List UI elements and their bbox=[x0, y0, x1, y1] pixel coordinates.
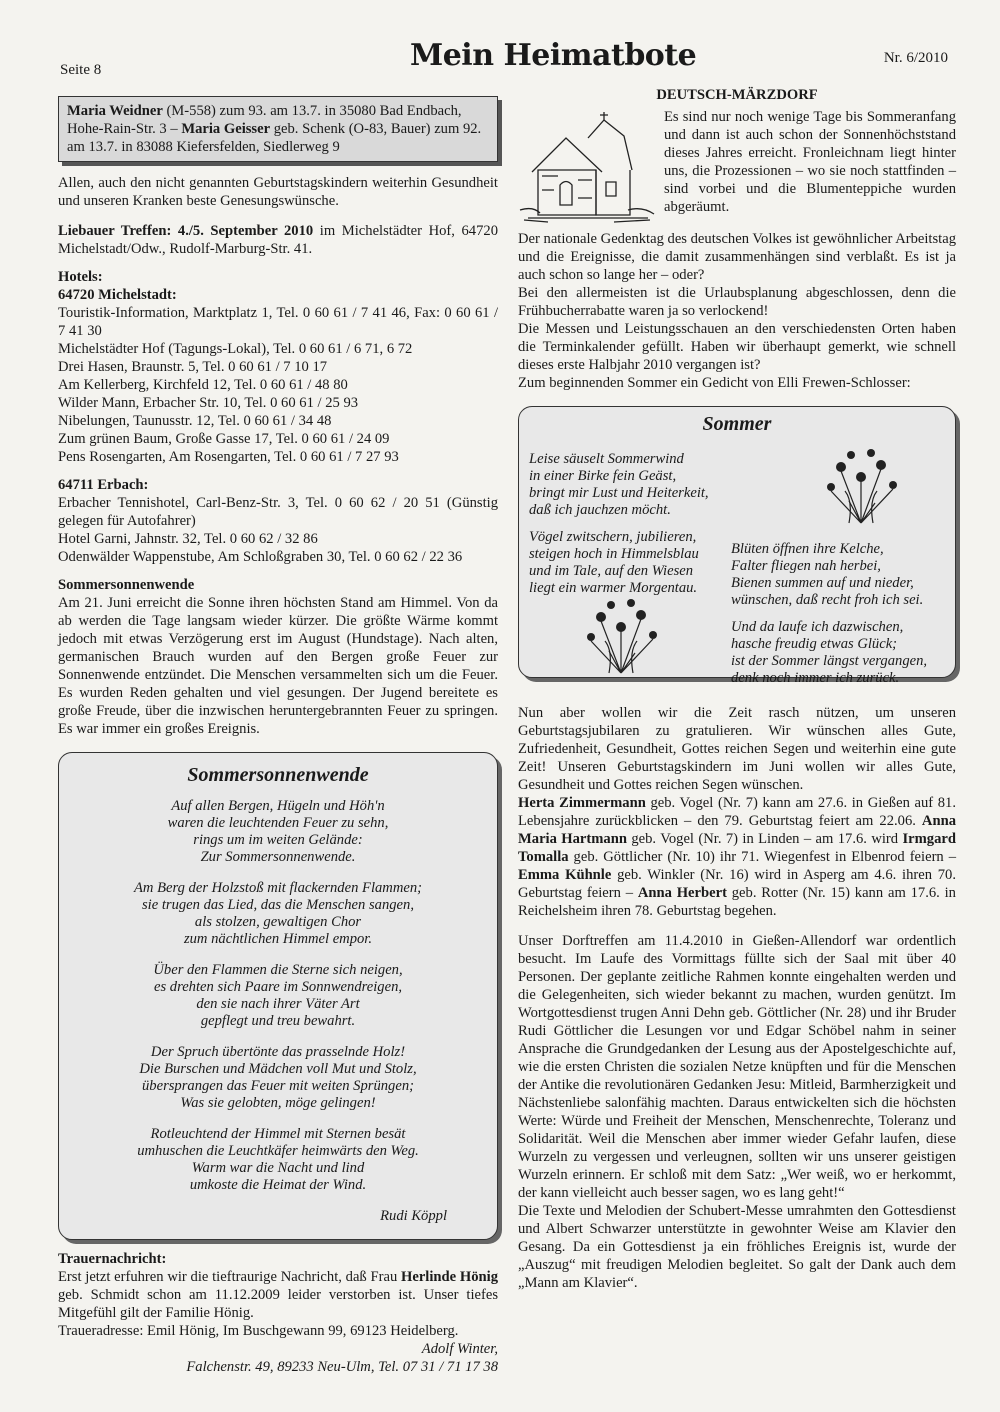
church-illustration bbox=[518, 110, 656, 230]
poem-line: in einer Birke fein Geäst, bbox=[529, 468, 677, 484]
poem-stanza bbox=[69, 798, 487, 866]
hotel-entry: Odenwälder Wappenstube, Am Schloßgraben 30, Tel. 0 60 62 / 22 36 bbox=[58, 549, 463, 565]
signature-address: Falchenstr. 49, 89233 Neu-Ulm, Tel. 07 31 / 71 17 38 bbox=[186, 1359, 498, 1375]
issue-number: Nr. 6/2010 bbox=[883, 50, 948, 66]
poem-stanza bbox=[529, 451, 709, 519]
birthday-name: Maria Weidner bbox=[67, 103, 163, 119]
hotel-entry: Nibelungen, Taunusstr. 12, Tel. 0 60 61 / 34 48 bbox=[58, 413, 332, 429]
poem-line: gepflegt und treu bewahrt. bbox=[200, 1013, 356, 1029]
hotels-heading: Hotels: bbox=[58, 269, 103, 285]
dorftreffen-report: Unser Dorftreffen am 11.4.2010 in Gießen-Allendorf war ordentlich besucht. Im Laufe des Vormittags füllte sich der Saal mit über 40 Personen. Der geplante zeitliche Rahmen konnte eingehalten werden und die Gelegenheiten, sich wieder bekannt zu machen, wurden genützt. Im Wortgottesdienst trugen Anni Dehn geb. Göttlicher (Nr. 28) und ihr Bruder Rudi Göttlicher die Lesungen vor und Edgar Schöbel nahm in seiner Ansprache die Grundgedanken der Lesung aus der Apostelgeschichte auf, wie die ersten Christen die sozialen Netze knüpften und für die Menschen der Antike die revolutionären Gedanken Jesu: Mitleid, Barmherzigkeit und Nächstenliebe salonfähig machten. Daraus entwickelten sich die höchsten Werte: Würde und Freiheit der Menschen, Menschenrechte, Toleranz und Solidarität. Weil die Menschen aber immer wieder Gefahr laufen, diese Wurzeln zu vergessen und verleugnen, sollten wir uns unserer geistigen Wurzeln erinnern. Er schloß mit dem Satz: „Wer weiß, wo er herkommt, der kann vielleicht auch besser sagen, wo es lang geht!“ bbox=[518, 933, 956, 1201]
poem-line: sie trugen das Lied, das die Menschen sangen, bbox=[142, 897, 414, 913]
hotel-entry: Pens Rosengarten, Am Rosengarten, Tel. 0 60 61 / 7 27 93 bbox=[58, 449, 399, 465]
hotel-entry: Drei Hasen, Braunstr. 5, Tel. 0 60 61 / 7 10 17 bbox=[58, 359, 328, 375]
section-title: DEUTSCH-MÄRZDORF bbox=[656, 87, 818, 103]
meeting-date: Liebauer Treffen: 4./5. September 2010 bbox=[58, 223, 314, 239]
poem-line: umhuschen die Leuchtkäfer heimwärts den Weg. bbox=[137, 1143, 419, 1159]
hotel-entry: Am Kellerberg, Kirchfeld 12, Tel. 0 60 61 / 48 80 bbox=[58, 377, 348, 393]
poem-line: hasche freudig etwas Glück; bbox=[731, 636, 898, 652]
birthday-list bbox=[518, 794, 956, 920]
poem-line: Der Spruch übertönte das prasselnde Holz! bbox=[150, 1044, 406, 1060]
poem-line: bringt mir Lust und Heiterkeit, bbox=[529, 485, 709, 501]
poem-line: und im Tale, auf den Wiesen bbox=[529, 563, 694, 579]
birthday-text: geb. Göttlicher (Nr. 10) ihr 71. Wiegenfest in Elbenrod feiern – bbox=[568, 849, 956, 865]
poem-line: Die Burschen und Mädchen voll Mut und Stolz, bbox=[139, 1061, 417, 1077]
flower-icon bbox=[579, 591, 663, 675]
erbach-heading: 64711 Erbach: bbox=[58, 477, 149, 493]
hotel-entry: Wilder Mann, Erbacher Str. 10, Tel. 0 60 61 / 25 93 bbox=[58, 395, 359, 411]
erbach-hotel-list bbox=[58, 494, 498, 566]
paragraph: Zum beginnenden Sommer ein Gedicht von Elli Frewen-Schlosser: bbox=[518, 375, 911, 391]
birthday-text: geb. Vogel (Nr. 7) kann am 27.6. in Gießen auf 81. Lebensjahre zurückblicken – den 79. Geburtstag feiert am 22.06. bbox=[518, 795, 956, 829]
poem-line: daß ich jauchzen möcht. bbox=[529, 502, 671, 518]
obituary-heading: Trauernachricht: bbox=[58, 1251, 167, 1267]
poem-stanza bbox=[69, 1126, 487, 1194]
poem-line: zum nächtlichen Himmel empor. bbox=[183, 931, 373, 947]
meeting-venue: im Michelstädter Hof, 64720 Michelstadt/Odw., Rudolf-Marburg-Str. 41. bbox=[58, 223, 498, 257]
birthday-intro: Nun aber wollen wir die Zeit rasch nützen, um unseren Geburtstagsjubilaren zu gratulieren. Wir wünschen alles Gute, Zufriedenheit, Gesundheit, Gottes reichen Segen und weiterhin eine gute Zeit! Unseren Geburtstagskindern im Juni wollen wir alles Gute, Gesundheit und Gottes reichen Segen wünschen. bbox=[518, 705, 956, 793]
poem-line: Leise säuselt Sommerwind bbox=[529, 451, 684, 467]
poem-stanza bbox=[731, 541, 923, 609]
mass-report: Die Texte und Melodien der Schubert-Messe umrahmten den Gottesdienst und Albert Schwarzer unterstützte in gewohnter Weise am Klavier den Gesang. Da ein Gottesdienst ja ein fröhliches Ereignis ist, wurde der „Auszug“ mit freudigen Melodien begleitet. So galt der Dank auch dem „Mann am Klavier“. bbox=[518, 1203, 956, 1291]
birthday-text: geb. Schenk (O-83, Bauer) zum 92. am 13.7. in 83088 Kiefersfelden, Siedlerweg 9 bbox=[67, 121, 482, 155]
poem-line: Bienen summen auf und nieder, bbox=[731, 575, 914, 591]
right-column bbox=[518, 86, 956, 1292]
hotel-entry: Touristik-Information, Marktplatz 1, Tel. 0 60 61 / 7 41 46, Fax: 0 60 61 / 7 41 30 bbox=[58, 305, 498, 339]
church-icon bbox=[518, 110, 656, 228]
poem-line: wünschen, daß recht froh ich sei. bbox=[731, 592, 924, 608]
signature-name: Adolf Winter, bbox=[421, 1341, 498, 1357]
birthday-text: (M-558) zum 93. am 13.7. in 35080 Bad Endbach, Hohe-Rain-Str. 3 – bbox=[67, 103, 462, 137]
sonnenwende-heading: Sommersonnenwende bbox=[58, 577, 195, 593]
obituary-text-part: geb. Schmidt schon am 11.12.2009 leider verstorben ist. Unser tiefes Mitgefühl gilt der Familie Hönig. bbox=[58, 1287, 498, 1321]
birthday-text: geb. Rotter (Nr. 15) kann am 17.6. in Reichelsheim ihren 78. Geburtstag begehen. bbox=[518, 885, 956, 919]
birthday-box bbox=[58, 96, 498, 162]
poem-stanza bbox=[69, 1044, 487, 1112]
paragraph: Der nationale Gedenktag des deutschen Volkes ist gewöhnlicher Arbeitstag und die Ereignisse, die damit zusammenhängen sind verblaßt. Es ist ja auch schon so lange her – oder? bbox=[518, 231, 956, 283]
poem-title: Sommer bbox=[702, 413, 772, 435]
poem-line: übersprangen das Feuer mit weiten Sprüngen; bbox=[142, 1078, 414, 1094]
poem-line: Vögel zwitschern, jubilieren, bbox=[529, 529, 697, 545]
poem-stanza bbox=[69, 962, 487, 1030]
poem-stanza bbox=[529, 529, 699, 597]
poem-line: den sie nach ihrer Väter Art bbox=[196, 996, 360, 1012]
obituary-text-part: Erst jetzt erfuhren wir die tieftraurige Nachricht, daß Frau bbox=[58, 1269, 401, 1285]
birthday-text: geb. Winkler (Nr. 16) wird in Asperg am 4.6. ihren 70. Geburtstag feiern – bbox=[518, 867, 956, 901]
poem-line: waren die leuchtenden Feuer zu sehn, bbox=[167, 815, 389, 831]
poem-line: Zur Sommersonnenwende. bbox=[200, 849, 356, 865]
sonnenwende-text: Am 21. Juni erreicht die Sonne ihren höchsten Stand am Himmel. Von da ab werden die Tage langsam wieder kürzer. Die größte Wärme kommt jedoch mit etwas Verzögerung erst im August (Hundstage). Nach alten, germanischen Brauch wurden auf den Bergen große Feuer zur Sonnenwende entzündet. Die Menschen versammelten sich um die Feuer. Es wurden Reden gehalten und viel gesungen. Der Jugend bereitete es große Freude, über die inzwischen heruntergebrannten Feuer zu springen. Es war immer ein großes Ereignis. bbox=[58, 595, 498, 737]
michelstadt-heading: 64720 Michelstadt: bbox=[58, 287, 177, 303]
michelstadt-hotel-list bbox=[58, 304, 498, 466]
page-header bbox=[0, 0, 1000, 90]
poem-line: liegt ein warmer Morgentau. bbox=[529, 580, 698, 596]
poem-line: Über den Flammen die Sterne sich neigen, bbox=[153, 962, 403, 978]
poem-line: als stolzen, gewaltigen Chor bbox=[194, 914, 362, 930]
birthday-name: Emma Kühnle bbox=[518, 867, 612, 883]
birthday-text: geb. Vogel (Nr. 7) in Linden – am 17.6. wird bbox=[626, 831, 903, 847]
sonnenwende-poem-box bbox=[58, 752, 498, 1240]
poem-line: ist der Sommer längst vergangen, bbox=[731, 653, 928, 669]
poem-line: steigen hoch in Himmelsblau bbox=[529, 546, 699, 562]
poem-line: umkoste die Heimat der Wind. bbox=[189, 1177, 367, 1193]
page-number: Seite 8 bbox=[60, 62, 102, 78]
meeting-announcement bbox=[58, 222, 498, 258]
poem-author: Rudi Köppl bbox=[380, 1208, 447, 1224]
intro-text: Es sind nur noch wenige Tage bis Sommeranfang und dann ist auch schon der Sonnenhöchststand dieses Jahres erreicht. Fronleichnam liegt hinter uns, die Prozessionen – wo sie noch stattfinden – sind vorbei und die Blumenteppiche wurden abgeräumt. bbox=[664, 109, 956, 215]
poem-line: Was sie gelobten, möge gelingen! bbox=[180, 1095, 376, 1111]
poem-line: Am Berg der Holzstoß mit flackernden Flammen; bbox=[133, 880, 423, 896]
hotel-entry: Zum grünen Baum, Große Gasse 17, Tel. 0 60 61 / 24 09 bbox=[58, 431, 390, 447]
poem-line: es drehten sich Paare im Sonnwendreigen, bbox=[153, 979, 403, 995]
birthday-name: Anna Herbert bbox=[637, 885, 727, 901]
poem-line: Rotleuchtend der Himmel mit Sternen besät bbox=[150, 1126, 406, 1142]
paragraph: Bei den allermeisten ist die Urlaubsplanung abgeschlossen, denn die Frühbucherrabatte waren ja so verlockend! bbox=[518, 285, 956, 319]
hotel-entry: Erbacher Tennishotel, Carl-Benz-Str. 3, Tel. 0 60 62 / 20 51 (Günstig gelegen für Autofahrer) bbox=[58, 495, 498, 529]
poem-line: denk noch immer ich zurück. bbox=[731, 670, 900, 686]
poem-stanza bbox=[69, 880, 487, 948]
poem-line: Auf allen Bergen, Hügeln und Höh'n bbox=[171, 798, 385, 814]
left-column bbox=[58, 96, 498, 1376]
poem-line: Falter fliegen nah herbei, bbox=[731, 558, 881, 574]
birthday-name: Maria Geisser bbox=[181, 121, 271, 137]
wishes-text: Allen, auch den nicht genannten Geburtstagskindern weiterhin Gesundheit und unseren Kranken beste Genesungswünsche. bbox=[58, 175, 498, 209]
flower-icon bbox=[819, 441, 903, 525]
poem-line: Warm war die Nacht und lind bbox=[191, 1160, 365, 1176]
obituary-name: Herlinde Hönig bbox=[401, 1269, 499, 1285]
sommer-poem-box bbox=[518, 406, 956, 686]
poem-line: Blüten öffnen ihre Kelche, bbox=[731, 541, 884, 557]
newspaper-logo: Mein Heimatbote bbox=[410, 38, 697, 73]
poem-title: Sommersonnenwende bbox=[187, 764, 369, 786]
obituary-text bbox=[58, 1268, 498, 1322]
poem-line: rings um im weiten Gelände: bbox=[193, 832, 363, 848]
hotel-entry: Michelstädter Hof (Tagungs-Lokal), Tel. 0 60 61 / 6 71, 6 72 bbox=[58, 341, 413, 357]
obituary-address: Traueradresse: Emil Hönig, Im Buschgewann 99, 69123 Heidelberg. bbox=[58, 1323, 459, 1339]
poem-stanza bbox=[731, 619, 927, 687]
paragraph: Die Messen und Leistungsschauen an den verschiedensten Orten haben die Terminkalender gefüllt. Haben wir überhaupt gemerkt, wie schnell dieses erste Halbjahr 2010 vergangen ist? bbox=[518, 321, 956, 373]
hotel-entry: Hotel Garni, Jahnstr. 32, Tel. 0 60 62 / 32 86 bbox=[58, 531, 318, 547]
birthday-name: Herta Zimmermann bbox=[518, 795, 646, 811]
birthday-name: Irmgard Tomalla bbox=[518, 831, 956, 865]
birthday-name: Anna Maria Hartmann bbox=[518, 813, 956, 847]
poem-line: Und da laufe ich dazwischen, bbox=[731, 619, 904, 635]
